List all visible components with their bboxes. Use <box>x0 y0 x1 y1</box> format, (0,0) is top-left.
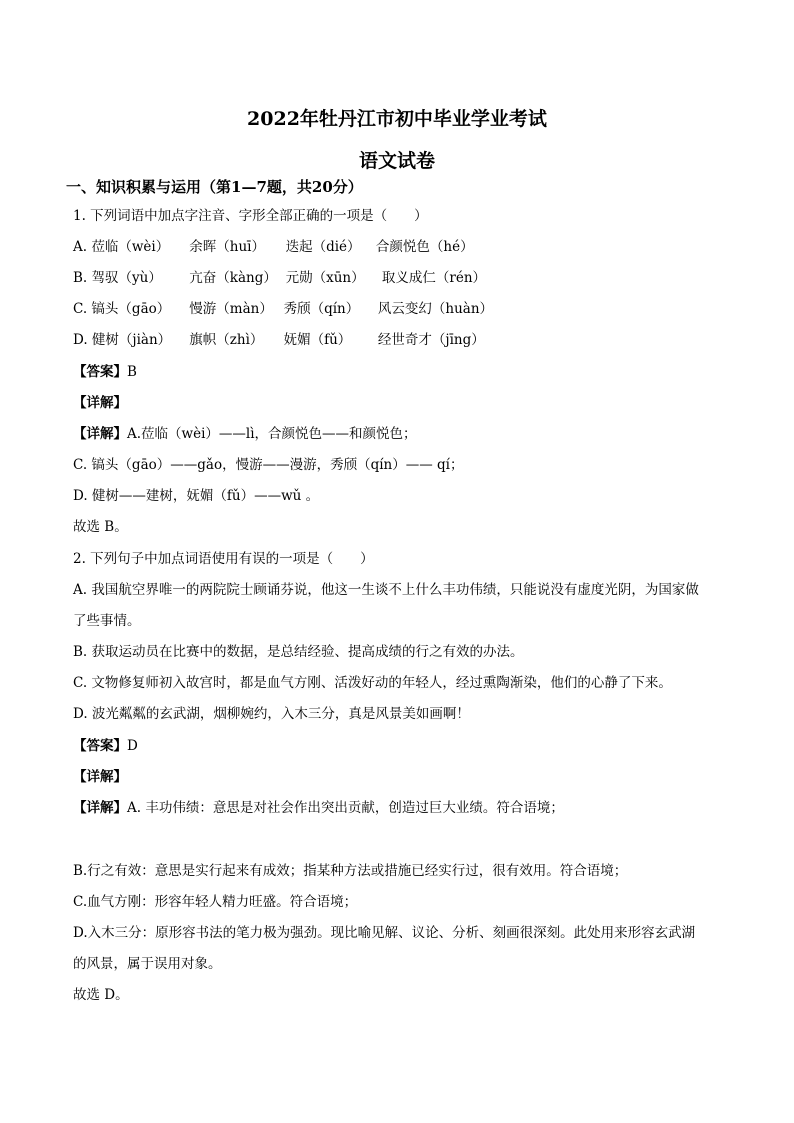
q1-conclusion: 故选 B。 <box>73 519 128 535</box>
q2-explain-d-line1: D.入木三分：原形容书法的笔力极为强劲。现比喻见解、议论、分析、刻画很深刻。此处用来形容玄武湖 <box>73 925 696 941</box>
q1-a-word-2: 余晖（huī） <box>189 239 266 255</box>
q2-answer-label: 【答案】 <box>73 738 127 754</box>
q1-b-word-2: 亢奋（kàng） <box>189 270 277 286</box>
exam-subtitle: 语文试卷 <box>358 150 435 172</box>
q1-a-word-1: A. 莅临（wèi） <box>73 239 170 255</box>
q1-c-word-2: 慢游（màn） <box>189 301 273 317</box>
q1-option-c <box>73 300 493 318</box>
q2-option-c: C. 文物修复师初入故宫时，都是血气方刚、活泼好动的年轻人，经过熏陶渐染，他们的心静了下来。 <box>73 675 672 691</box>
q1-detail-label: 【详解】 <box>73 395 127 411</box>
q1-answer-value: B <box>127 364 137 380</box>
q2-explain-a-text: A. 丰功伟绩：意思是对社会作出突出贡献，创造过巨大业绩。符合语境； <box>127 800 564 816</box>
q1-explain-a-text: A.莅临（wèi）——lì，合颜悦色——和颜悦色； <box>127 426 417 442</box>
q2-detail-label: 【详解】 <box>73 769 127 785</box>
q2-option-d: D. 波光粼粼的玄武湖，烟柳婉约，入木三分，真是风景美如画啊！ <box>73 706 470 722</box>
q1-a-word-4: 合颜悦色（hé） <box>375 239 474 255</box>
q2-explain-d-line2: 的风景，属于误用对象。 <box>73 956 222 972</box>
q1-c-word-1: C. 镐头（gāo） <box>73 301 171 317</box>
q2-explain-a <box>73 799 564 817</box>
q2-stem: 2. 下列句子中加点词语使用有误的一项是（ ） <box>73 551 374 567</box>
q1-explain-label: 【详解】 <box>73 426 127 442</box>
q1-option-a <box>73 238 474 256</box>
q2-answer-value: D <box>127 738 138 754</box>
exam-title: 2022年牡丹江市初中毕业学业考试 <box>247 108 547 130</box>
q1-b-word-3: 元勋（xūn） <box>285 270 365 286</box>
q1-explain-d: D. 健树——建树，妩媚（fǔ）——wǔ 。 <box>73 488 320 504</box>
q1-option-d <box>73 331 485 349</box>
q1-a-word-3: 迭起（dié） <box>285 239 361 255</box>
q1-c-word-4: 风云变幻（huàn） <box>377 301 494 317</box>
q2-option-a-line2: 了些事情。 <box>73 613 141 629</box>
q2-option-a-line1: A. 我国航空界唯一的两院院士顾诵芬说，他这一生谈不上什么丰功伟绩，只能说没有虚度光阴，为国家做 <box>73 582 699 598</box>
q1-d-word-4: 经世奇才（jīng） <box>377 332 485 348</box>
q1-d-word-3: 妩媚（fǔ） <box>283 332 352 348</box>
q2-explain-b: B.行之有效：意思是实行起来有成效；指某种方法或措施已经实行过，很有效用。符合语境； <box>73 863 628 879</box>
q1-b-word-1: B. 驾驭（yù） <box>73 270 162 286</box>
q1-answer-label: 【答案】 <box>73 364 127 380</box>
q1-d-word-1: D. 健树（jiàn） <box>73 332 172 348</box>
q1-b-word-4: 取义成仁（rén） <box>381 270 487 286</box>
q1-d-word-2: 旗帜（zhì） <box>189 332 264 348</box>
section-heading: 一、知识积累与运用（第1—7题，共20分） <box>66 178 363 196</box>
q1-option-b <box>73 269 486 287</box>
q1-stem: 1. 下列词语中加点字注音、字形全部正确的一项是（ ） <box>73 208 428 224</box>
q1-explain-c: C. 镐头（gāo）——gǎo，慢游——漫游，秀颀（qín）—— qí； <box>73 457 464 473</box>
q2-explain-c: C.血气方刚：形容年轻人精力旺盛。符合语境； <box>73 894 358 910</box>
q2-option-b: B. 获取运动员在比赛中的数据，是总结经验、提高成绩的行之有效的办法。 <box>73 644 524 660</box>
q1-explain-a <box>73 425 417 443</box>
q2-conclusion: 故选 D。 <box>73 987 129 1003</box>
q1-answer <box>73 363 137 381</box>
q1-c-word-3: 秀颀（qín） <box>283 301 360 317</box>
q2-answer <box>73 737 138 755</box>
q2-explain-label: 【详解】 <box>73 800 127 816</box>
